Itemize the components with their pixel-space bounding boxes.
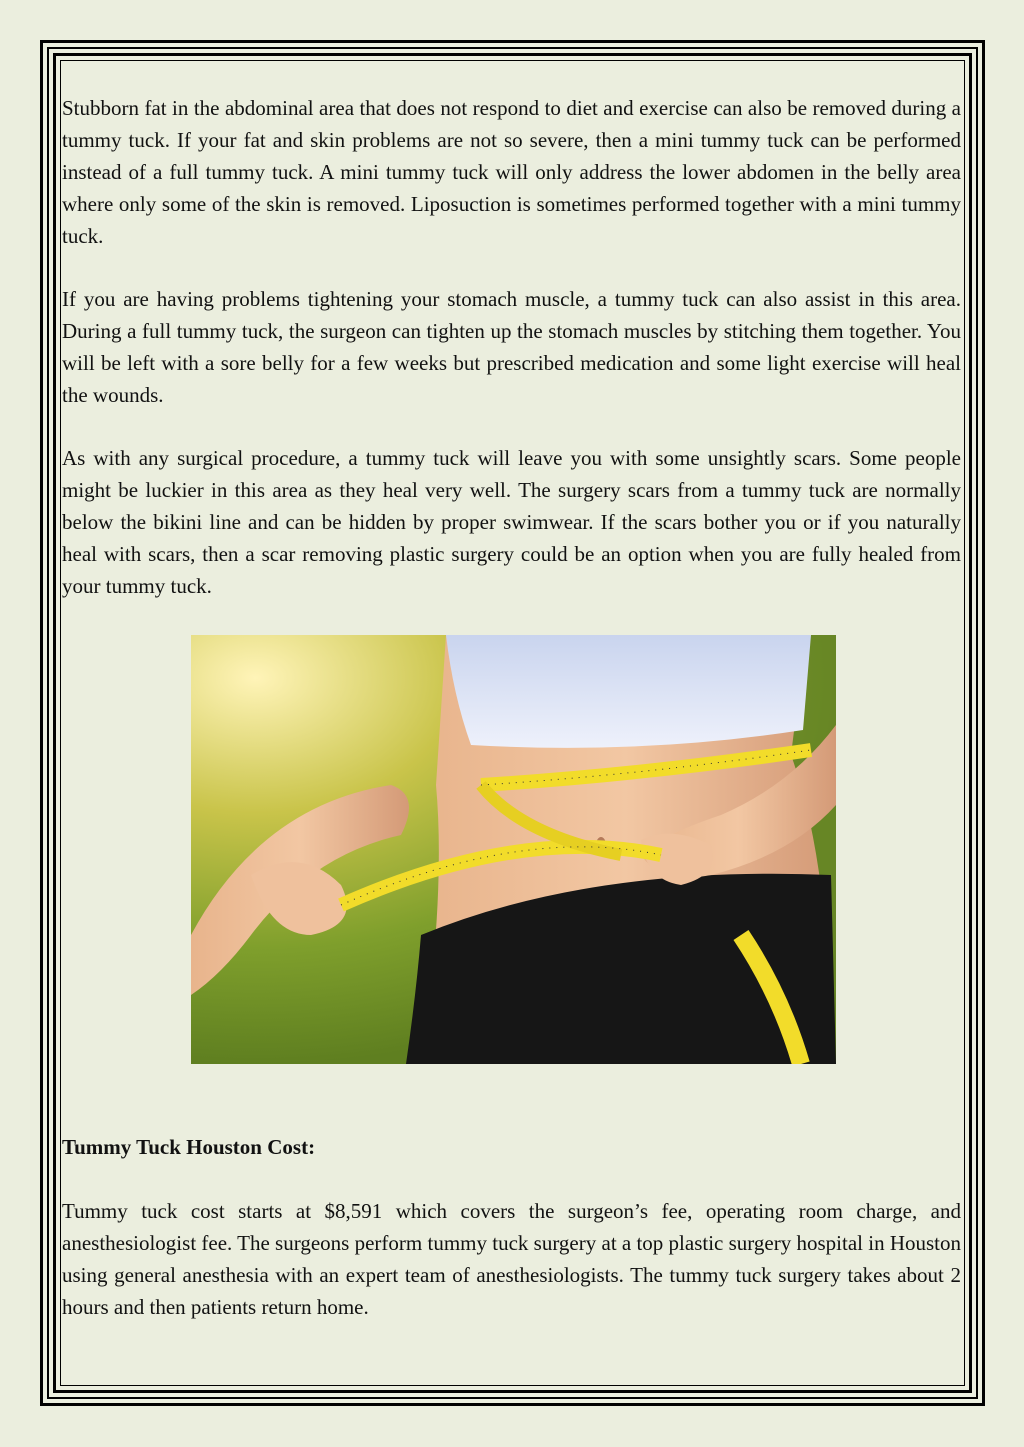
paragraph-scars: As with any surgical procedure, a tummy tuck will leave you with some unsightly scars. Some people might be luckier in this area as they heal very well. The surgery scars from a tummy tuck are normally below the bikini line and can be hidden by proper swimwear. If the scars bother you or if you naturally heal with scars, then a scar removing plastic surgery could be an option when you are fully healed from your tummy tuck. — [62, 446, 961, 598]
waist-measuring-photo — [191, 635, 836, 1064]
section-heading-cost: Tummy Tuck Houston Cost: — [62, 1135, 316, 1159]
article-body — [62, 92, 961, 602]
paragraph-fat-removal: Stubborn fat in the abdominal area that does not respond to diet and exercise can also be removed during a tummy tuck. If your fat and skin problems are not so severe, then a mini tummy tuck can be performed instead of a full tummy tuck. A mini tummy tuck will only address the lower abdomen in the belly area where only some of the skin is removed. Liposuction is sometimes performed together with a mini tummy tuck. — [62, 96, 961, 248]
paragraph-cost: Tummy tuck cost starts at $8,591 which covers the surgeon’s fee, operating room charge, and anesthesiologist fee. The surgeons perform tummy tuck surgery at a top plastic surgery hospital in Houston using general anesthesia with an expert team of anesthesiologists. The tummy tuck surgery takes about 2 hours and then patients return home. — [62, 1199, 961, 1319]
paragraph-stomach-muscle: If you are having problems tightening your stomach muscle, a tummy tuck can also assist in this area. During a full tummy tuck, the surgeon can tighten up the stomach muscles by stitching them together. You will be left with a sore belly for a few weeks but prescribed medication and some light exercise will heal the wounds. — [62, 287, 961, 407]
